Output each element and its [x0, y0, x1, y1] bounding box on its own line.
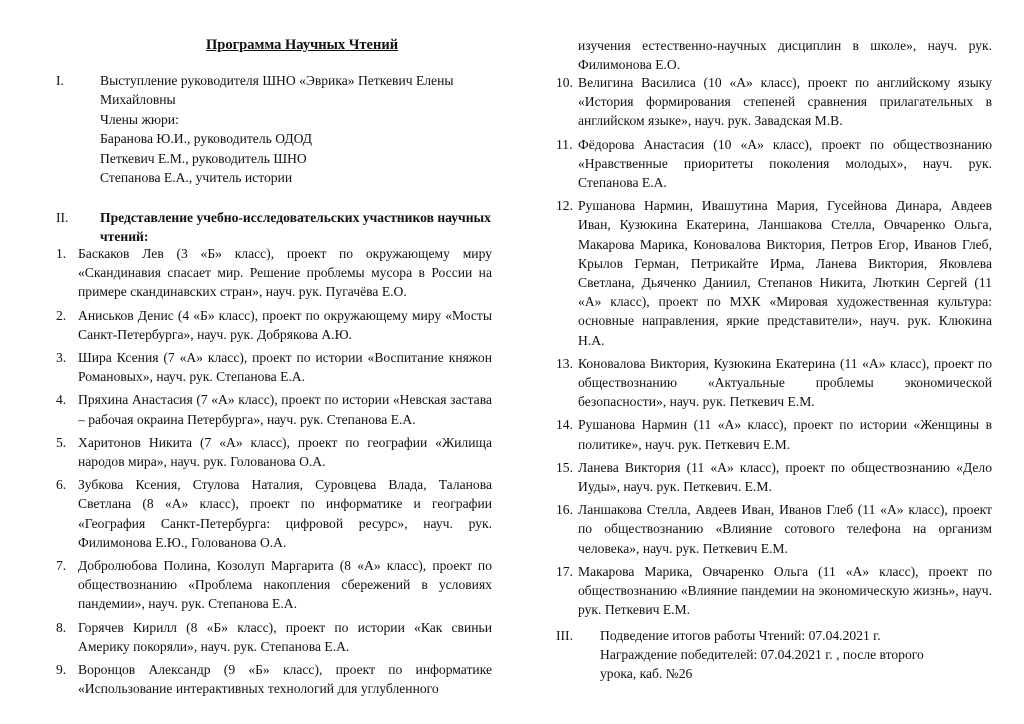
section-3-line: урока, каб. №26	[600, 666, 693, 682]
list-item	[56, 475, 492, 552]
list-item	[56, 348, 492, 386]
item-text: Пряхина Анастасия (7 «А» класс), проект по истории «Невская застава – рабочая окраина Петербурга», науч. рук. Степанова Е.А.	[78, 392, 492, 427]
item-text: Рушанова Нармин (11 «А» класс), проект по истории «Женщины в политике», науч. рук. Петкевич Е.М.	[578, 417, 992, 452]
section-1	[56, 71, 492, 187]
item-number: 8.	[56, 619, 67, 635]
item-number: 17.	[556, 563, 573, 579]
item-number: 2.	[56, 307, 67, 323]
item-text: Добролюбова Полина, Козолуп Маргарита (8 «А» класс), проект по обществознанию «Проблема накопления сбережений в условиях пандемии», науч. рук. Степанова Е.А.	[78, 558, 492, 612]
section-1-line: Степанова Е.А., учитель истории	[100, 169, 293, 185]
section-1-line: Михайловны	[100, 92, 176, 108]
section-2-heading: Представление учебно-исследовательских участников научных чтений:	[100, 210, 491, 245]
item-text: Рушанова Нармин, Ивашутина Мария, Гусейнова Динара, Авдеев Иван, Кузюкина Екатерина, Ланшакова Стелла, Овчаренко Ольга, Макарова Марика, Коновалова Виктория, Петров Егор, Иванов Глеб, Крылов Герман, Петрикайте Ирма, Ланева Виктория, Яковлева Светлана, Дьяченко Даниил, Степанов Никита, Люткин Сергей (11 «А» класс), проект по МХК «Мировая художественная культура: основные направления, яркие представители», науч. рук. Клюкина Н.А.	[578, 198, 992, 348]
item-text: Коновалова Виктория, Кузюкина Екатерина (11 «А» класс), проект по обществознанию «Актуальные проблемы экономической безопасности», науч. рук. Петкевич Е.М.	[578, 355, 992, 410]
section-2	[56, 208, 492, 246]
item-number: 3.	[56, 350, 67, 366]
section-3-line: Подведение итогов работы Чтений: 07.04.2021 г.	[600, 628, 881, 643]
list-item	[56, 556, 492, 614]
item-number: 11.	[556, 136, 573, 152]
item-text: Аниськов Денис (4 «Б» класс), проект по окружающему миру «Мосты Санкт-Петербурга», науч. рук. Добрякова А.Ю.	[78, 307, 492, 342]
item-text: Ланшакова Стелла, Авдеев Иван, Иванов Глеб (11 «А» класс), проект по обществознанию «Влияние сотового телефона на организм человека», науч. рук. Петкевич Е.М.	[578, 502, 992, 556]
item-text: Шира Ксения (7 «А» класс), проект по истории «Воспитание княжон Романовых», науч. рук. Степанова Е.А.	[78, 350, 492, 385]
item-number: 16.	[556, 502, 573, 518]
item-text: Макарова Марика, Овчаренко Ольга (11 «А» класс), проект по обществознанию «Влияние пандемии на экономическую жизнь», науч. рук. Петкевич Е.М.	[578, 563, 992, 618]
list-item	[56, 244, 492, 302]
item-number: 6.	[56, 477, 67, 493]
list-item	[556, 354, 992, 412]
list-item	[56, 306, 492, 344]
item-number: 4.	[56, 392, 67, 408]
list-item	[556, 458, 992, 496]
section-1-line: Члены жюри:	[100, 111, 179, 127]
section-2-numeral: II.	[56, 210, 69, 225]
participants-list-left	[56, 244, 492, 702]
list-item	[556, 562, 992, 620]
item-text: Велигина Василиса (10 «А» класс), проект по английскому языку «История формирования степеней сравнения прилагательных в английском языке», науч. рук. Завадская М.В.	[578, 75, 992, 129]
list-item	[556, 500, 992, 558]
item-text: Зубкова Ксения, Стулова Наталия, Суровцева Влада, Таланова Светлана (8 «А» класс), проект по информатике и географии «География Санкт-Петербурга: цифровой ресурс», науч. рук. Филимонова Е.Ю., Голованова О.А.	[78, 477, 492, 550]
item-9-continuation: изучения естественно-научных дисциплин в школе», науч. рук. Филимонова Е.О.	[578, 38, 992, 73]
item-text: Ланева Виктория (11 «А» класс), проект по обществознанию «Дело Иуды», науч. рук. Петкевич. Е.М.	[578, 459, 992, 495]
item-text: Горячев Кирилл (8 «Б» класс), проект по истории «Как свиньи Америку покоряли», науч. рук. Степанова Е.А.	[78, 619, 492, 654]
document-title: Программа Научных Чтений	[206, 37, 399, 53]
list-item	[556, 196, 992, 350]
participants-list-right	[556, 73, 992, 623]
list-item	[556, 73, 992, 131]
item-number: 14.	[556, 417, 573, 433]
section-1-line: Выступление руководителя ШНО «Эврика» Петкевич Елены	[100, 73, 454, 88]
section-1-line: Баранова Ю.И., руководитель ОДОД	[100, 131, 313, 147]
list-item	[56, 660, 492, 698]
item-number: 7.	[56, 558, 67, 574]
list-item	[56, 390, 492, 428]
section-3	[556, 626, 992, 684]
section-1-body	[100, 71, 492, 187]
list-item	[556, 135, 992, 193]
item-number: 5.	[56, 434, 67, 450]
item-number: 15.	[556, 459, 573, 475]
section-1-numeral: I.	[56, 73, 64, 88]
section-1-line: Петкевич Е.М., руководитель ШНО	[100, 150, 307, 166]
section-3-line: Награждение победителей: 07.04.2021 г. , после второго	[600, 647, 924, 663]
item-number: 12.	[556, 198, 573, 214]
item-number: 10.	[556, 75, 573, 90]
list-item	[56, 433, 492, 471]
item-text: Баскаков Лев (3 «Б» класс), проект по окружающему миру «Скандинавия спасает мир. Решение проблемы мусора в России на примере скандинавских стран», науч. рук. Пугачёва Е.О.	[78, 246, 492, 300]
item-text: Фёдорова Анастасия (10 «А» класс), проект по обществознанию «Нравственные приоритеты поколения молодых», науч. рук. Степанова Е.А.	[578, 136, 992, 191]
list-item	[556, 415, 992, 453]
item-number: 13.	[556, 355, 573, 371]
item-text: Воронцов Александр (9 «Б» класс), проект по информатике «Использование интерактивных технологий для углубленного	[78, 662, 492, 697]
item-number: 1.	[56, 246, 67, 261]
list-item	[56, 618, 492, 656]
item-text: Харитонов Никита (7 «А» класс), проект по географии «Жилища народов мира», науч. рук. Голованова О.А.	[78, 434, 492, 470]
section-3-body	[600, 626, 992, 684]
section-3-numeral: III.	[556, 628, 573, 643]
item-number: 9.	[56, 662, 67, 678]
